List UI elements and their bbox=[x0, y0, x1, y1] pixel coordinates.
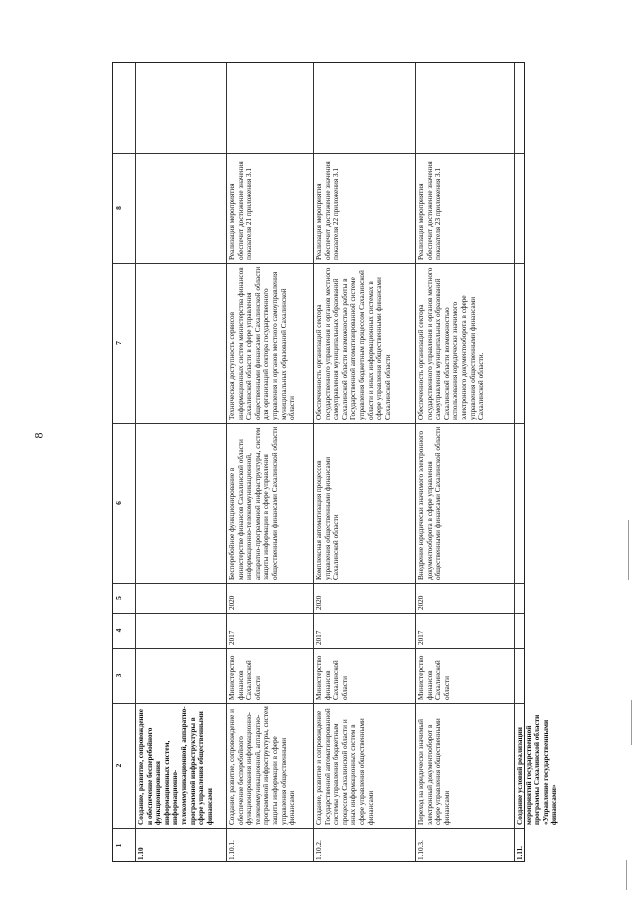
table-cell-c3-text: Министерство финансов Сахалинской области bbox=[228, 655, 262, 700]
table-cell-c5-text bbox=[514, 583, 526, 613]
table-cell-c6-text: Внедрение юридически значимого электронного документооборота в сфере управления общественными финансами Сахалинской области bbox=[417, 426, 443, 580]
table-cell-c1 bbox=[415, 828, 514, 863]
table-cell-c7 bbox=[313, 263, 415, 423]
table-cell-c5-text: 2020 bbox=[228, 595, 236, 610]
table-cell-c3 bbox=[226, 648, 313, 703]
header-cell bbox=[113, 153, 135, 263]
header-cell-text: 1 bbox=[114, 843, 123, 848]
table-cell-c5 bbox=[135, 583, 226, 613]
table-cell-c4 bbox=[415, 613, 514, 648]
table-cell-c4-text bbox=[514, 613, 526, 648]
table-cell-c6-text: Комплексная автоматизация процессов управления общественными финансами Сахалинской области bbox=[315, 456, 341, 580]
table-cell-c7-text bbox=[135, 263, 226, 423]
table-cell-c4 bbox=[514, 613, 526, 648]
header-cell bbox=[113, 613, 135, 648]
table-cell-c5 bbox=[415, 583, 514, 613]
table-cell-c6 bbox=[135, 423, 226, 583]
table-cell-c8-text bbox=[514, 153, 526, 263]
table-cell-c1 bbox=[226, 828, 313, 863]
table-cell-c4-text: 2017 bbox=[315, 630, 323, 645]
table-cell-c6 bbox=[415, 423, 514, 583]
table-cell-c6 bbox=[226, 423, 313, 583]
table-cell-c2-text: Создание, развитие и сопровождение Государственной автоматизированной системы управления бюджетным процессом Сахалинской области и иных информационных систем в сфере управления общественными финансами bbox=[315, 708, 375, 825]
header-cell bbox=[113, 648, 135, 703]
table-cell-c8 bbox=[415, 153, 514, 263]
table-cell-c5-text: 2020 bbox=[315, 595, 323, 610]
table-cell-c5 bbox=[313, 583, 415, 613]
header-cell bbox=[113, 583, 135, 613]
table-cell-c1 bbox=[313, 828, 415, 863]
table-cell-c4 bbox=[226, 613, 313, 648]
table-cell-c7 bbox=[226, 263, 313, 423]
table-cell-c4-text bbox=[135, 613, 226, 648]
table-cell-c8-text bbox=[135, 153, 226, 263]
header-cell-text: 2 bbox=[114, 763, 123, 768]
table-cell-c7 bbox=[415, 263, 514, 423]
table-cell-c8-text: Реализация мероприятия обеспечит достижение значения показателя 21 приложения 3.1 bbox=[228, 161, 254, 260]
table-cell-c3-text bbox=[514, 648, 526, 703]
header-cell-text: 7 bbox=[114, 341, 123, 345]
header-cell-text: 4 bbox=[114, 628, 123, 633]
table-cell-c4 bbox=[135, 613, 226, 648]
table-cell-c1 bbox=[514, 828, 526, 863]
table-cell-c5-text: 2020 bbox=[417, 595, 425, 610]
table-cell-c2-text: Создание, развитие, сопровождение и обеспечение бесперебойного функционирования информационно-телекоммуникационной, аппаратно-программной инфраструктуры, систем защиты информации в сфере управления общественными финансами bbox=[228, 706, 297, 825]
table-cell-c1-text: 1.10 bbox=[137, 847, 145, 860]
table-cell-c8 bbox=[226, 153, 313, 263]
table-cell-c6 bbox=[514, 423, 526, 583]
page-number: 8 bbox=[31, 432, 46, 439]
table-cell-c8-text: Реализация мероприятия обеспечит достижение значения показателя 22 приложения 3.1 bbox=[315, 161, 341, 260]
table-cell-c3-text bbox=[135, 648, 226, 703]
header-cell bbox=[113, 828, 135, 863]
table-cell-c4-text: 2017 bbox=[417, 630, 425, 645]
table-cell-c2-text: Создание, развитие, сопровождение и обеспечение бесперебойного функционирования информационных систем, информационно-телекоммуникационной, аппаратно-программной инфраструктуры в сфере управления общественными финансами bbox=[137, 706, 214, 825]
table-cell-c5 bbox=[226, 583, 313, 613]
table-cell-c7 bbox=[514, 263, 526, 423]
header-cell-text: 6 bbox=[114, 501, 123, 505]
table-cell-c3-text: Министерство финансов Сахалинской области bbox=[417, 655, 451, 700]
table-cell-c5-text bbox=[135, 583, 226, 613]
table-cell-c8 bbox=[135, 153, 226, 263]
table-cell-c6-text: Бесперебойное функционирование в министерстве финансов Сахалинской области информационно-телекоммуникационной, аппаратно-программной инфраструктуры, систем защиты информации в сфере управления общественными финансами Сахалинской области bbox=[228, 426, 279, 580]
table-cell-c2 bbox=[514, 703, 559, 828]
table-cell-c2-text: Переход на юридически значимый электронный документооборот в сфере управления общественными финансами bbox=[417, 718, 451, 825]
table-cell-c4 bbox=[313, 613, 415, 648]
scan-artifact bbox=[631, 700, 632, 745]
table-cell-c7 bbox=[135, 263, 226, 423]
table-cell-c2 bbox=[415, 703, 514, 828]
table-cell-c1-text: 1.10.2. bbox=[315, 840, 323, 860]
table-cell-c2-text: Создание условий реализации мероприятий государственной программы Сахалинской области «Управление государственными финансами» bbox=[516, 714, 559, 825]
document-table bbox=[112, 62, 559, 862]
table-cell-c6-text bbox=[135, 423, 226, 583]
table-cell-c2 bbox=[226, 703, 313, 828]
header-cell-text: 5 bbox=[114, 596, 123, 600]
table-cell-c2 bbox=[135, 703, 226, 828]
table-cell-c8 bbox=[514, 153, 526, 263]
table-cell-c3 bbox=[514, 648, 526, 703]
header-cell-text: 8 bbox=[114, 206, 123, 210]
table-cell-c7-text: Техническая доступность сервисов информационных систем министерства финансов Сахалинской области в сфере управления общественными финансами Сахалинской области для организаций сектора государственного управления и органов местного самоуправления муниципальных образований Сахалинской области bbox=[228, 266, 297, 420]
table-cell-c8-text: Реализация мероприятия обеспечит достижение значения показателя 23 приложения 3.1 bbox=[417, 161, 443, 260]
scan-artifact bbox=[628, 520, 629, 580]
table-cell-c8 bbox=[313, 153, 415, 263]
header-cell-text: 3 bbox=[114, 673, 123, 678]
table-cell-c1-text: 1.10.1. bbox=[228, 840, 236, 860]
table-cell-c3 bbox=[415, 648, 514, 703]
table-cell-c3 bbox=[313, 648, 415, 703]
header-cell bbox=[113, 423, 135, 583]
header-cell bbox=[113, 703, 135, 828]
table-cell-c1-text: 1.10.3. bbox=[417, 840, 425, 860]
table-cell-c6 bbox=[313, 423, 415, 583]
table-cell-c3-text: Министерство финансов Сахалинской области bbox=[315, 655, 349, 700]
table-cell-c3 bbox=[135, 648, 226, 703]
table-cell-c1-text: 1.11. bbox=[516, 846, 524, 860]
table-cell-c7-text: Обеспеченность организаций сектора государственного управления и органов местного самоуправления муниципальных образований Сахалинской области возможностью использования юридически значимого электронного документооборота в сфере управления общественными финансами Сахалинской области. bbox=[417, 267, 486, 420]
table-cell-c6-text bbox=[514, 423, 526, 583]
scan-artifact bbox=[626, 860, 627, 890]
header-cell bbox=[113, 263, 135, 423]
table-cell-c5 bbox=[514, 583, 526, 613]
table-cell-c7-text: Обеспеченность организаций сектора государственного управления и органов местного самоуправления муниципальных образований Сахалинской области возможностью работы в Государственной автоматизированной системе управления бюджетным процессом Сахалинской области и иных информационных системах в сфере управления общественными финансами Сахалинской области bbox=[315, 267, 392, 420]
table-cell-c4-text: 2017 bbox=[228, 630, 236, 645]
table-cell-c7-text bbox=[514, 263, 526, 423]
table-cell-c1 bbox=[135, 828, 226, 863]
table-cell-c2 bbox=[313, 703, 415, 828]
